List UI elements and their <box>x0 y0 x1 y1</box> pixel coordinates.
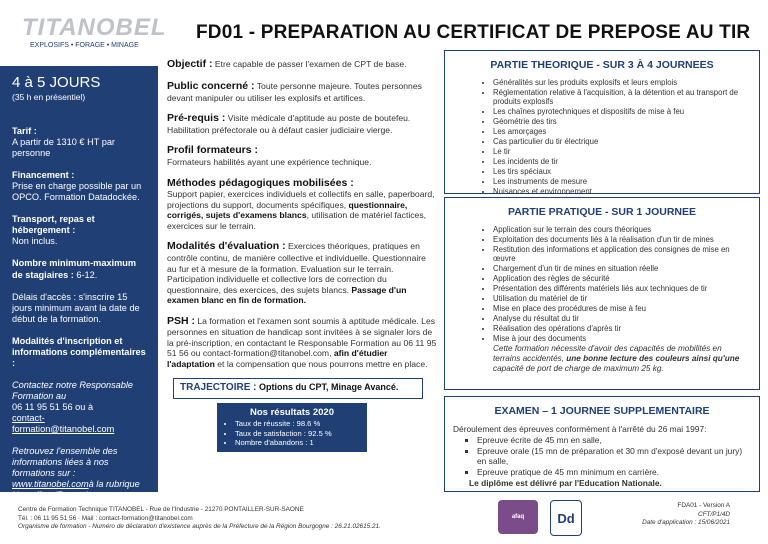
website-block <box>12 446 146 501</box>
contact-email-link[interactable]: contact-formation@titanobel.com <box>12 412 115 434</box>
document-reference <box>642 502 730 528</box>
results-box <box>217 403 367 452</box>
trajectoire-box <box>173 378 423 398</box>
theorique-item: • Le tir <box>493 147 751 157</box>
prerequis-text1: Visite médicale d'aptitude au poste de boutefeu. <box>227 113 411 124</box>
delais-block <box>12 292 146 325</box>
pratique-note <box>453 344 751 374</box>
footer <box>18 506 381 532</box>
contact-block <box>12 380 146 435</box>
methodes-text1: Support papier, exercices individuels et collectifs en salle, paperboard, projections du support, documents spécifiques, <box>167 189 435 210</box>
psh-text2: et la compensation que nous pourrons mettre en place. <box>217 358 428 369</box>
pratique-item: • Application sur le terrain des cours théoriques <box>493 225 751 235</box>
examen-diplome: Le diplôme est délivré par l'Education Nationale. <box>469 477 662 488</box>
retrouvez-text: Retrouvez l'ensemble des informations liées à nos formations sur : <box>12 445 118 478</box>
theorique-title: PARTIE THEORIQUE - SUR 3 À 4 JOURNEES <box>490 59 714 71</box>
profil-label: Profil formateurs : <box>167 144 259 157</box>
page-title: FD01 - PREPARATION AU CERTIFICAT DE PREPOSE AU TIR <box>196 22 751 43</box>
psh-label: PSH : <box>167 314 196 327</box>
modalites-evaluation-bold: Passage d'un examen blanc en fin de formation. <box>167 284 407 306</box>
footer-address: Centre de Formation Technique TITANOBEL - Rue de l'Industrie - 21270 PONTAILLER-SUR-SAONE <box>18 506 304 513</box>
pratique-note-bold: une bonne lecture des couleurs ainsi qu'une <box>566 354 740 364</box>
tarif-label: Tarif : <box>12 126 37 137</box>
delais-label: Délais d'accès : <box>12 291 77 302</box>
info-sidebar <box>0 66 158 500</box>
transport-block <box>12 214 146 247</box>
transport-text: Non inclus. <box>12 236 58 247</box>
results-title: Nos résultats 2020 <box>250 406 334 418</box>
afaq-certification-logo: afaq <box>498 500 538 534</box>
methodes-bold: questionnaire, corrigés, sujets d'examens blancs <box>167 199 408 221</box>
results-item: • Taux de satisfaction : 92.5 % <box>235 429 361 438</box>
financement-block <box>12 170 146 203</box>
logo-tagline: EXPLOSIFS • FORAGE • MINAGE <box>30 42 139 49</box>
pratique-item: • Présentation des différents matériels liés aux techniques de tir <box>493 284 751 294</box>
theorique-list <box>453 78 751 197</box>
profil-section <box>167 144 437 167</box>
theorique-item: • Cas particulier du tir électrique <box>493 137 751 147</box>
examen-item: ▪ Epreuve pratique de 45 mn minimum en carrière. <box>477 467 751 477</box>
profil-text: Formateurs habilités ayant une expérience technique. <box>167 157 372 168</box>
theorique-item: • Les instruments de mesure <box>493 177 751 187</box>
results-item: • Taux de réussite : 98.6 % <box>235 419 361 428</box>
objectif-text: Etre capable de passer l'examen de CPT de base. <box>214 59 407 69</box>
stagiaires-value: 6-12. <box>76 269 98 280</box>
pratique-item: • Mise en place des procédures de mise à feu <box>493 304 751 314</box>
pratique-item: • Analyse du résultat du tir <box>493 314 751 324</box>
pratique-list <box>453 225 751 344</box>
modalites-inscription-label: Modalités d'inscription et informations complémentaires : <box>12 335 146 368</box>
pratique-note-text1: Cette formation nécessite d'avoir des capacités de mobilités en terrains accidentés, <box>493 344 722 364</box>
pratique-item: • Restitution des informations et application des consignes de mise en œuvre <box>493 245 751 264</box>
trajectoire-label: TRAJECTOIRE : <box>180 382 257 394</box>
modalites-evaluation-label: Modalités d'évaluation : <box>167 240 286 253</box>
methodes-text2: , utilisation de matériel factices, exercices sur le terrain. <box>167 210 427 231</box>
psh-bold: afin d'étudier l'adaptation <box>167 348 388 369</box>
document-code: CFT/P1/4D <box>698 510 730 518</box>
stagiaires-block <box>12 258 146 280</box>
pratique-item: • Chargement d'un tir de mines en situation réelle <box>493 264 751 274</box>
theorique-box <box>444 50 760 197</box>
pratique-note-text2: capacité de port de charge de maximum 25 kg. <box>493 364 664 374</box>
prerequis-label: Pré-requis : <box>167 112 226 125</box>
public-label: Public concerné : <box>167 79 255 92</box>
prerequis-text2: Habilitation préfectorale ou à défaut casier judiciaire vierge. <box>167 124 393 135</box>
pratique-item: • Application des règles de sécurité <box>493 274 751 284</box>
financement-label: Financement : <box>12 170 75 181</box>
examen-item: ▪ Epreuve écrite de 45 mn en salle, <box>477 435 751 445</box>
public-text: Toute personne majeure. Toutes personnes devant manipuler ou utiliser les explosifs et artifices. <box>167 80 422 103</box>
duration: 4 à 5 JOURS <box>12 74 101 91</box>
pratique-item: • Réalisation des opérations d'après tir <box>493 324 751 334</box>
methodes-label: Méthodes pédagogiques mobilisées : <box>167 176 354 189</box>
document-date: Date d'application : 15/06/2021 <box>642 519 730 527</box>
pratique-title: PARTIE PRATIQUE - SUR 1 JOURNEE <box>507 206 697 218</box>
modalites-inscription-block <box>12 336 146 369</box>
theorique-item: • Réglementation relative à l'acquisition, à la détention et au transport de produits explosifs <box>493 88 751 107</box>
theorique-item: • Les incidents de tir <box>493 157 751 167</box>
delais-text: s'inscrire 15 jours minimum avant la date de début de la formation. <box>12 291 140 324</box>
pratique-item: • Utilisation du matériel de tir <box>493 294 751 304</box>
logo-wordmark: TITANOBEL <box>22 14 167 41</box>
objectif-label: Objectif : <box>167 58 213 70</box>
contact-text: Contactez notre Responsable Formation au <box>12 379 134 401</box>
theorique-item: • Les tirs spéciaux <box>493 167 751 177</box>
footer-contact: Tél. : 06 11 95 51 56 · Mail : contact-formation@titanobel.com <box>18 514 193 522</box>
financement-text: Prise en charge possible par un OPCO. Formation Datadockée. <box>12 181 142 203</box>
description-column <box>167 58 437 452</box>
tarif-text: A partir de 1310 € HT par personne <box>12 137 115 159</box>
titanobel-logo <box>12 8 167 56</box>
prerequis-section <box>167 112 437 135</box>
examen-intro: Déroulement des épreuves conformément à l'arrêté du 26 mai 1997: <box>453 423 707 434</box>
document-version: FDA01 - Version A <box>677 502 730 509</box>
footer-declaration: Organisme de formation - Numéro de déclaration d'existence auprès de la Préfecture de la Région Bourgogne : 26.21.02615.21. <box>18 523 381 531</box>
pratique-item: • Exploitation des documents liés à la réalisation d'un tir de mines <box>493 235 751 245</box>
pratique-item: • Mise à jour des documents <box>493 334 751 344</box>
results-item: • Nombre d'abandons : 1 <box>235 438 361 447</box>
duration-hours: (35 h en présentiel) <box>12 92 86 102</box>
psh-text1: La formation et l'examen sont soumis à aptitude médicale. Les personnes en situation de handicap sont invitées à se signaler lors de la pré-inscription, en contactant le Responsable Formation au 06 11 95 51 56 ou contact-formation@titanobel.com, <box>167 315 437 359</box>
modalites-evaluation-text: Exercices théoriques, pratiques en contrôle continu, de manière collective et individuelle. Questionnaire au fur et à mesure de la formation. Evaluation sur le terrain. Participation individuelle et collective lors de correction du questionnaire, des exercices, des sujets blancs. <box>167 241 426 295</box>
theorique-item: • Nuisances et environnement <box>493 187 751 197</box>
examen-list <box>453 435 751 477</box>
website-link[interactable]: www.titanobel.com <box>12 478 89 489</box>
theorique-item: • Les amorçages <box>493 127 751 137</box>
examen-title: EXAMEN – 1 JOURNEE SUPPLEMENTAIRE <box>494 405 710 417</box>
public-section <box>167 80 437 103</box>
theorique-item: • Généralités sur les produits explosifs et leurs emplois <box>493 78 751 88</box>
stagiaires-label: Nombre minimum-maximum de stagiaires : <box>12 258 137 280</box>
theorique-item: • Les chaînes pyrotechniques et dispositifs de mise à feu <box>493 107 751 117</box>
pratique-box <box>444 197 760 390</box>
examen-box <box>444 396 760 492</box>
datadock-logo: Dd <box>550 500 582 536</box>
examen-item: ▪ Epreuve orale (15 mn de préparation et 30 mn d'exposé devant un jury) en salle, <box>477 446 751 467</box>
theorique-item: • Géométrie des tirs <box>493 117 751 127</box>
trajectoire-text: Options du CPT, Minage Avancé. <box>259 382 399 393</box>
objectif-section <box>167 58 437 71</box>
results-list <box>223 419 361 447</box>
tarif-block <box>12 126 146 159</box>
methodes-section <box>167 177 437 232</box>
psh-section <box>167 315 437 370</box>
contact-phone: 06 11 95 51 56 ou à <box>12 401 94 412</box>
website-suffix: à la rubrique Nos offres/Formations <box>12 478 140 500</box>
transport-label: Transport, repas et hébergement : <box>12 214 95 236</box>
modalites-evaluation-section <box>167 240 437 305</box>
